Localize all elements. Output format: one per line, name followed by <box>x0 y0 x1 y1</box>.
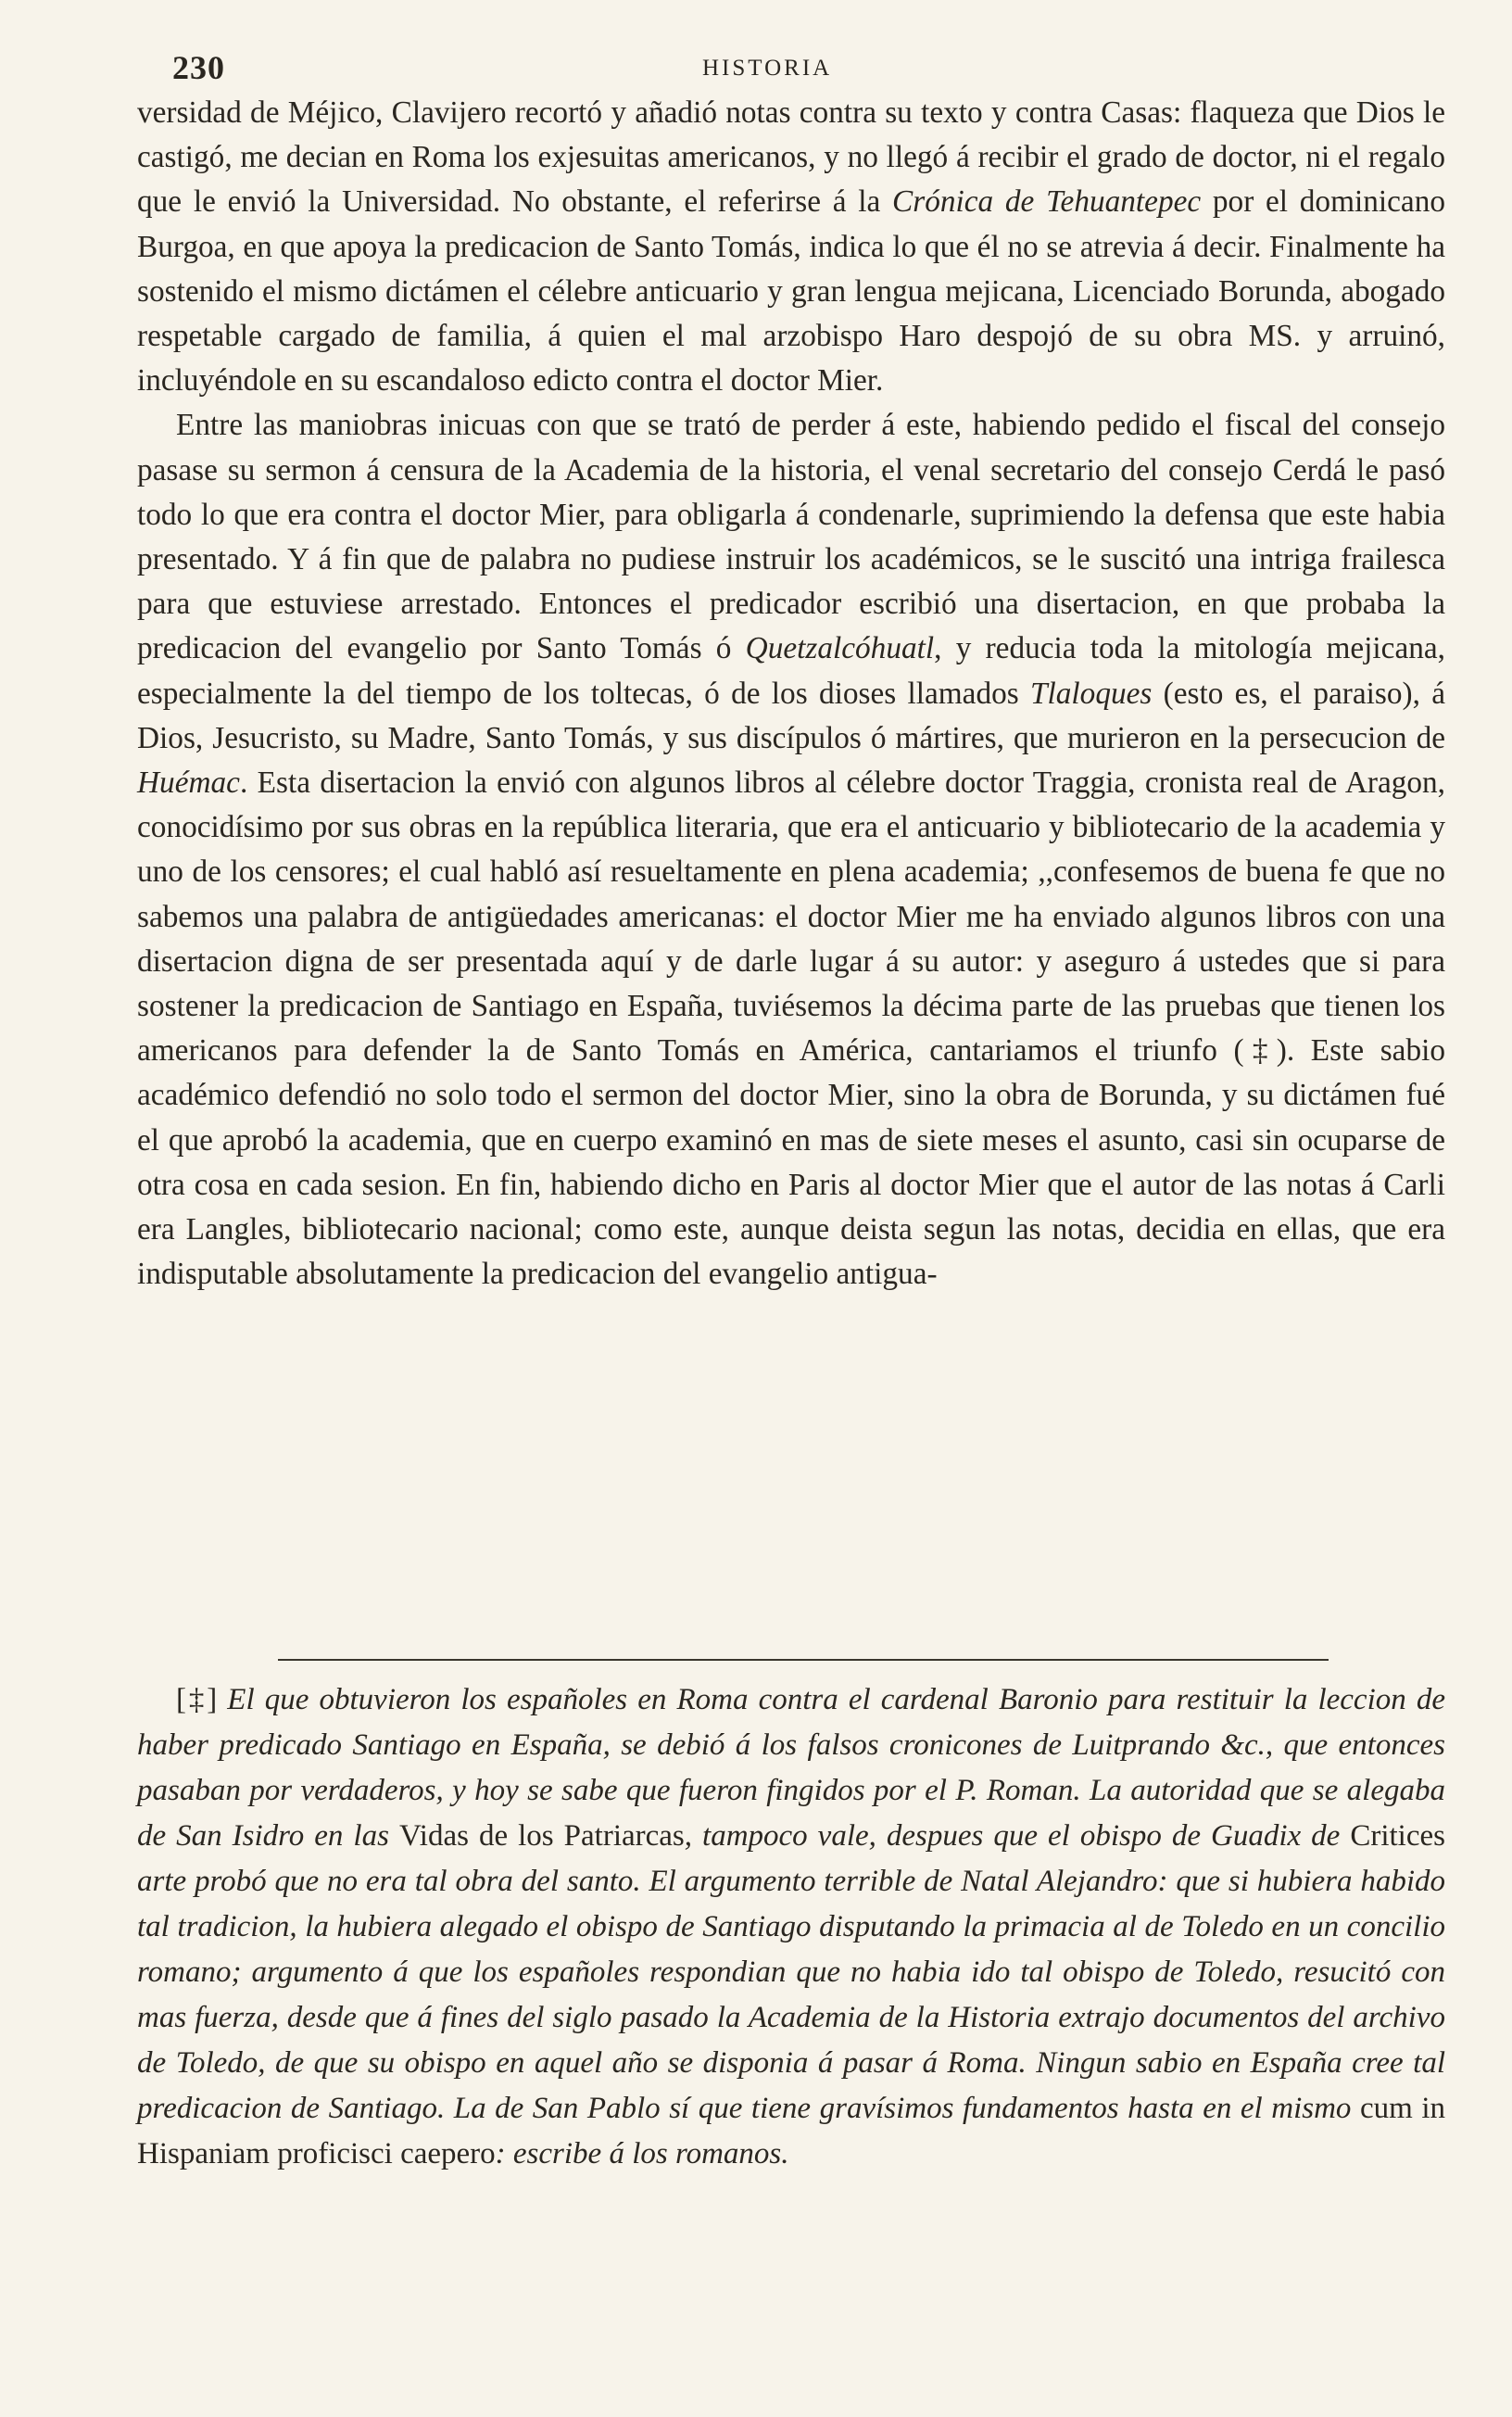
tlaloques-term: Tlaloques <box>1030 676 1153 711</box>
running-head: HISTORIA <box>702 56 833 81</box>
footnote-text-a: El que obtuvieron los españoles en Roma contra el cardenal Baronio para restituir la leccion de haber predicado Santiago en España, se debió á los falsos cronicones de Luitprando &c., que entonces pasaban por verdaderos, y hoy se sabe que fueron fingidos por el P. Roman. La autoridad que se alegaba de San Isidro en las <box>137 1683 1445 1853</box>
footnote-latin-quote: cum in Hispaniam proficisci caepero <box>137 2092 1445 2170</box>
footnote-text-d: arte probó que no era tal obra del santo. El argumento terrible de Natal Alejandro: que si hubiera habido tal tradicion, la hubiera alegado el obispo de Santiago disputando la primacia al de Toledo en un concilio romano; argumento á que los españoles respondian que no habia ido tal obispo de Toledo, resucitó con mas fuerza, desde que á fines del siglo pasado la Academia de la Historia extrajo documentos del archivo de Toledo, de que su obispo en aquel año se disponia á pasar á Roma. Ningun sabio en España cree tal predicacion de Santiago. La de San Pablo sí que tiene gravísimos fundamentos hasta en el mismo <box>137 1865 1445 2125</box>
footnote-marker: [‡] <box>176 1683 218 1716</box>
page-number: 230 <box>172 49 225 86</box>
paragraph-2 <box>137 403 1445 1297</box>
paragraph-2-part-a: Entre las maniobras inicuas con que se trató de perder á este, habiendo pedido el fiscal del consejo pasase su sermon á censura de la Academia de la historia, el venal secretario del consejo Cerdá le pasó todo lo que era contra el doctor Mier, para obligarla á condenarle, suprimiendo la defensa que este habia presentado. Y á fin que de palabra no pudiese instruir los académicos, se le suscitó una intriga frailesca para que estuviese arrestado. Entonces el predicador escribió una disertacion, en que probaba la predicacion del evangelio por Santo Tomás ó <box>137 408 1445 666</box>
footnote-roman-2: Patriarcas <box>563 1819 685 1853</box>
paragraph-1-text: versidad de Méjico, Clavijero recortó y añadió notas contra su texto y contra Casas: flaqueza que Dios le castigó, me decian en Roma los exjesuitas americanos, y no llegó á recibir el grado de doctor, ni el regalo que le envió la Universidad. No obstante, el referirse á la <box>137 95 1445 220</box>
paragraph-2-part-b: , y reducia toda la mitología mejicana, especialmente la del tiempo de los toltecas, ó de los dioses llamados <box>137 631 1445 711</box>
paragraph-2-part-d: . Esta disertacion la envió con algunos libros al célebre doctor Traggia, cronista real de Aragon, conocidísimo por sus obras en la república literaria, que era el anticuario y bibliotecario de la academia y uno de los censores; el cual habló así resueltamente en plena academia; ,,confesemos de buena fe que no sabemos una palabra de antigüedades americanas: el doctor Mier me ha enviado algunos libros con una disertacion digna de ser presentada aquí y de darle lugar á su autor: y aseguro á ustedes que si para sostener la predicacion de Santiago en España, tuviésemos la décima parte de las pruebas que tienen los americanos para defender la de Santo Tomás en América, cantariamos el triunfo (‡). Este sabio académico defendió no solo todo el sermon del doctor Mier, sino la obra de Borunda, y su dictámen fué el que aprobó la academia, que en cuerpo examinó en mas de siete meses el asunto, casi sin ocuparse de otra cosa en cada sesion. En fin, habiendo dicho en Paris al doctor Mier que el autor de las notas á Carli era Langles, bibliotecario nacional; como este, aunque deista segun las notas, decidia en ellas, que era indisputable absolutamente la predicacion del evangelio antigua- <box>137 766 1445 1292</box>
footnote-text-c: , tampoco vale, despues que el obispo de Guadix de <box>684 1819 1351 1853</box>
paragraph-2-part-c: (esto es, el paraiso), á Dios, Jesucristo, su Madre, Santo Tomás, y sus discípulos ó mártires, que murieron en la persecucion de <box>137 676 1445 755</box>
paragraph-1 <box>137 91 1445 403</box>
quetzalcohuatl-term: Quetzalcóhuatl <box>745 631 935 666</box>
body-text <box>137 91 1445 1297</box>
footnote-paragraph <box>137 1677 1445 2177</box>
footnote <box>137 1677 1445 2177</box>
footnote-divider <box>278 1659 1329 1661</box>
huemac-term: Huémac <box>137 766 240 801</box>
footnote-roman-3: Critices <box>1350 1819 1445 1853</box>
paragraph-1-rest: por el dominicano Burgoa, en que apoya la predicacion de Santo Tomás, indica lo que él no se atrevia á decir. Finalmente ha sostenido el mismo dictámen el célebre anticuario y gran lengua mejicana, Licenciado Borunda, abogado respetable cargado de familia, á quien el mal arzobispo Haro despojó de su obra MS. y arruinó, incluyéndole en su escandaloso edicto contra el doctor Mier. <box>137 184 1445 399</box>
footnote-text-e: : escribe á los romanos. <box>495 2137 789 2170</box>
footnote-roman-1: Vidas <box>398 1819 469 1853</box>
cronica-title: Crónica de Tehuantepec <box>892 184 1202 220</box>
page-header <box>137 48 1462 85</box>
footnote-text-b: de los <box>468 1819 564 1853</box>
